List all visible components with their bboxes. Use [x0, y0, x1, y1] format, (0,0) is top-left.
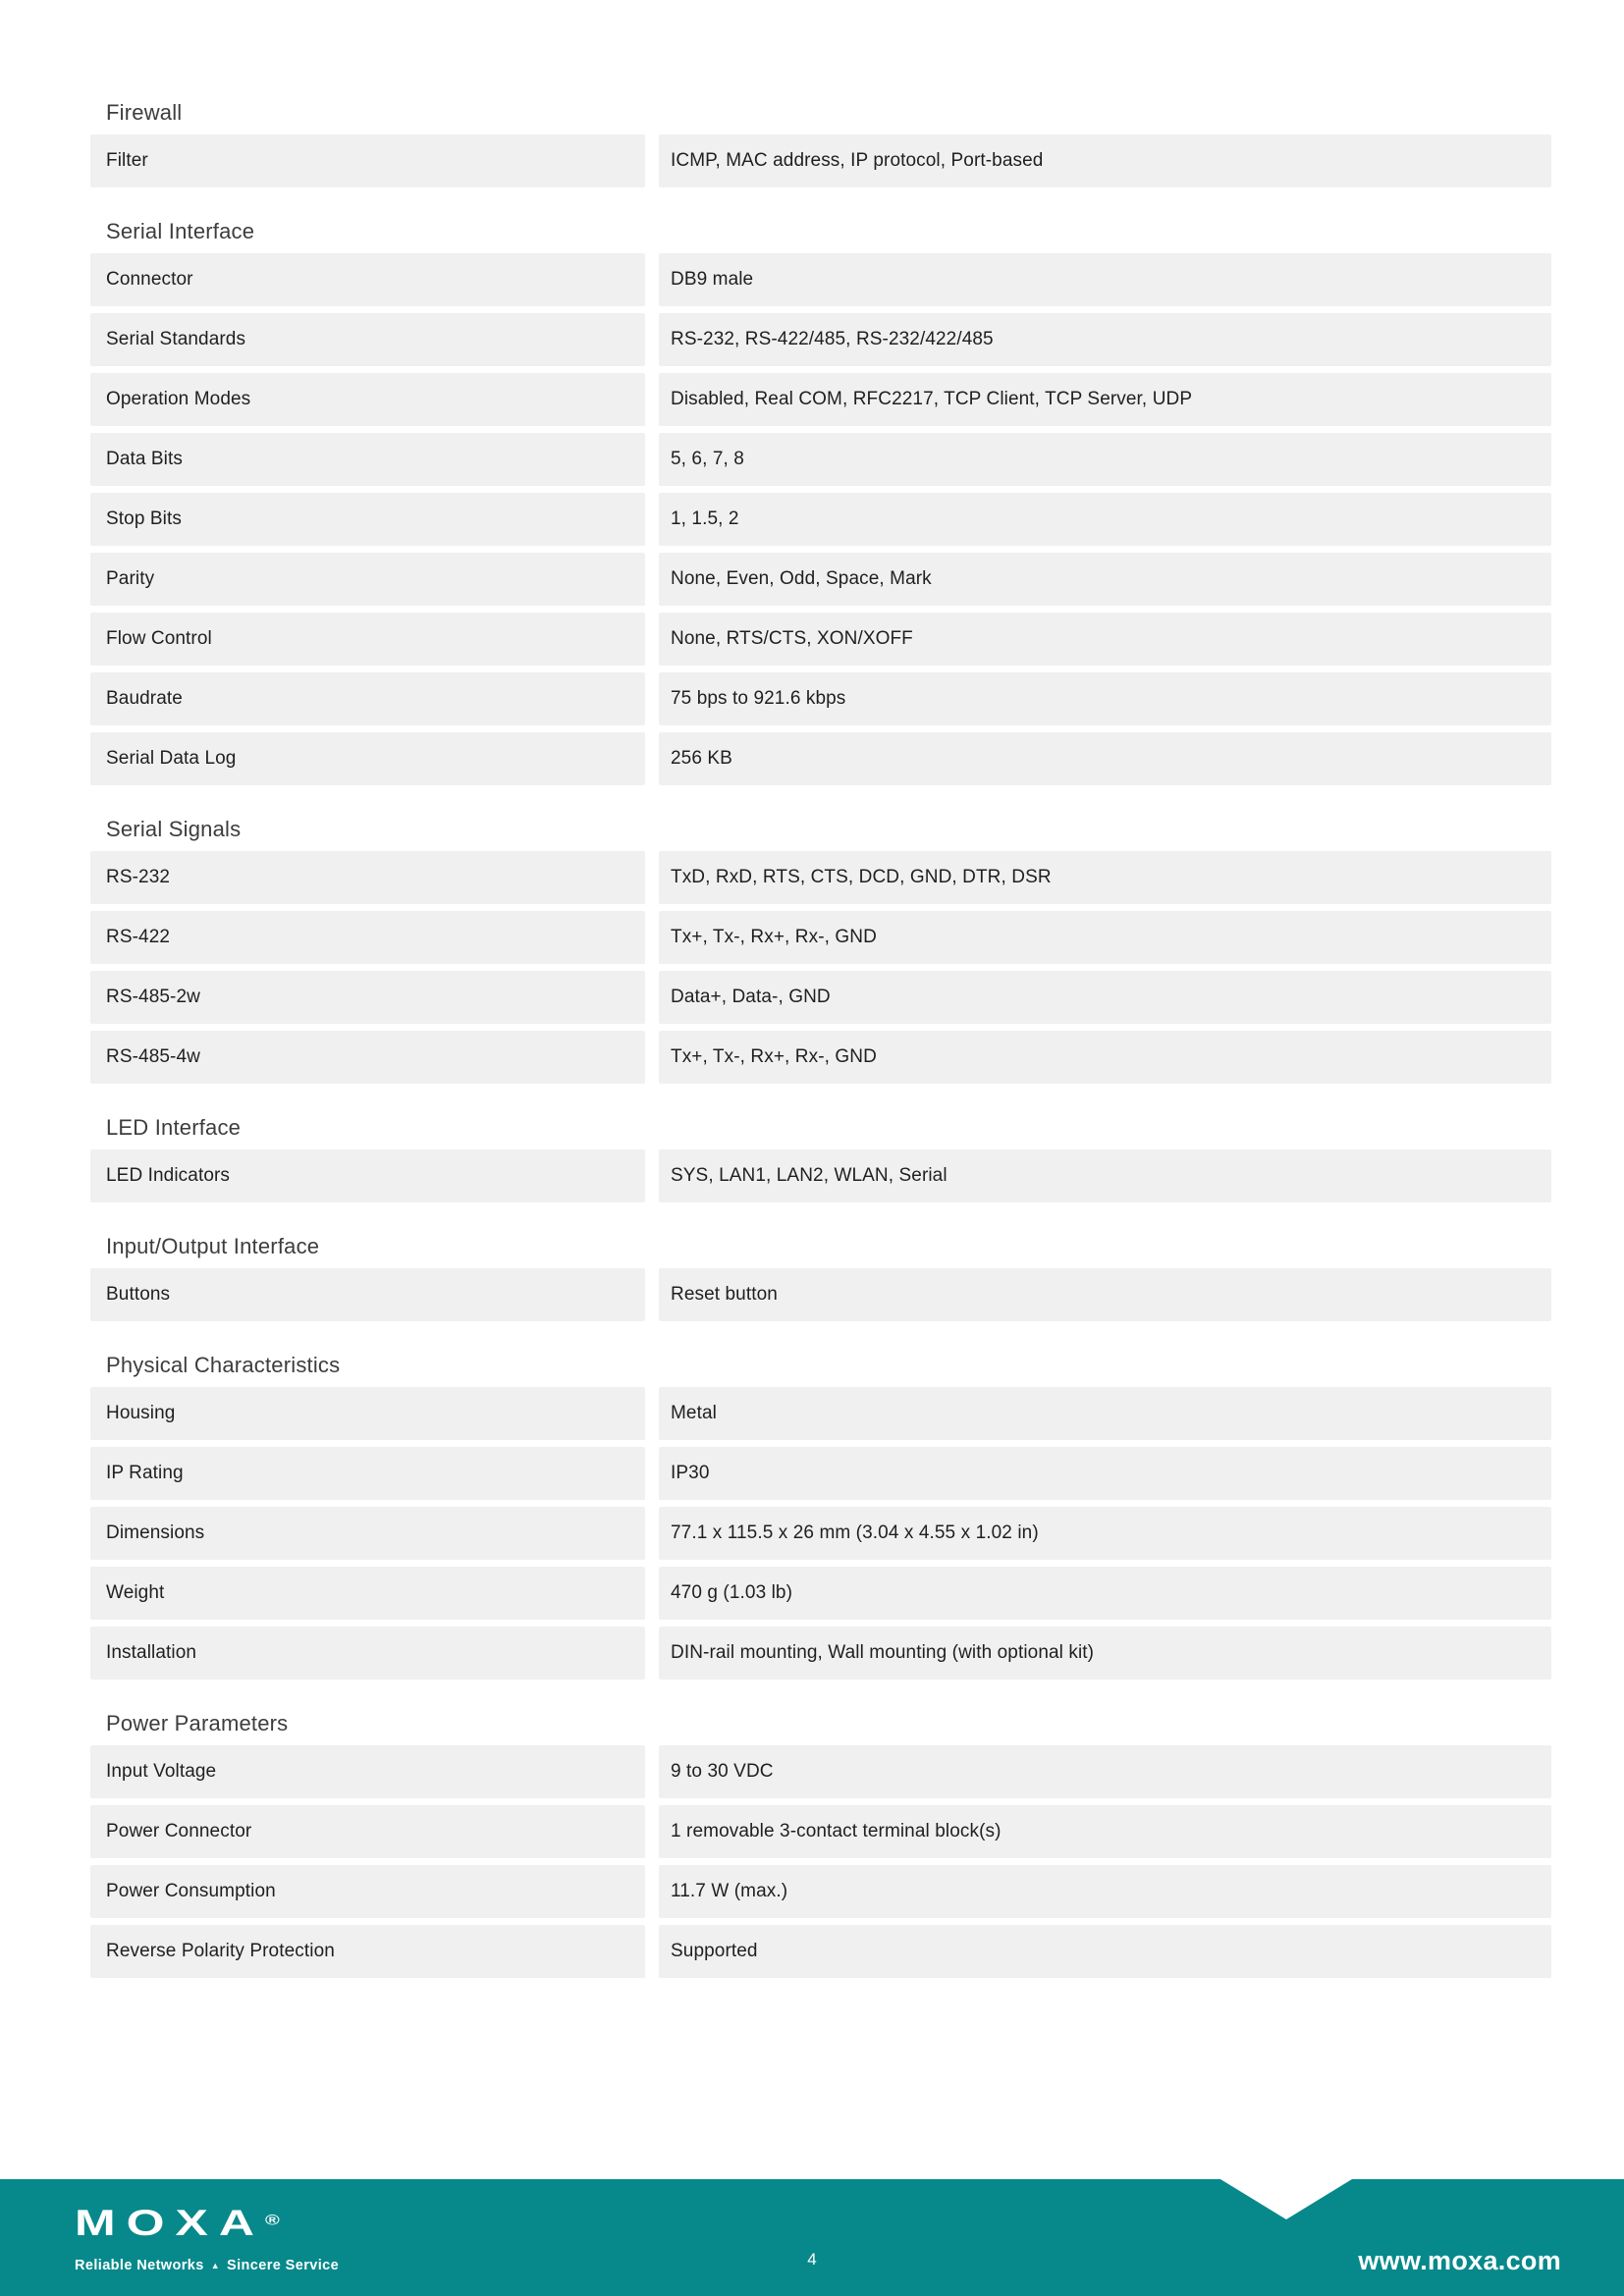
spec-label-cell: Power Consumption — [90, 1865, 645, 1918]
section-title: Serial Signals — [106, 817, 242, 841]
spec-row — [90, 1567, 1551, 1620]
spec-label-cell: Reverse Polarity Protection — [90, 1925, 645, 1978]
spec-value-cell: Data+, Data-, GND — [659, 971, 1551, 1024]
spec-label-cell: Flow Control — [90, 613, 645, 666]
spec-row — [90, 911, 1551, 964]
tagline-right: Sincere Service — [227, 2258, 340, 2273]
spec-row — [90, 313, 1551, 366]
spec-row — [90, 1149, 1551, 1202]
spec-row — [90, 134, 1551, 187]
spec-label-cell: Dimensions — [90, 1507, 645, 1560]
spec-value-cell: DB9 male — [659, 253, 1551, 306]
spec-value-cell: SYS, LAN1, LAN2, WLAN, Serial — [659, 1149, 1551, 1202]
spec-row — [90, 553, 1551, 606]
spec-row — [90, 732, 1551, 785]
spec-value-cell: 77.1 x 115.5 x 26 mm (3.04 x 4.55 x 1.02 in) — [659, 1507, 1551, 1560]
footer-notch-triangle — [1220, 2179, 1352, 2219]
spec-table — [90, 69, 1551, 1985]
spec-row — [90, 851, 1551, 904]
page-number: 4 — [807, 2250, 817, 2269]
section-title: Power Parameters — [106, 1711, 289, 1735]
footer-bar — [0, 2179, 1624, 2296]
spec-value-cell: 1, 1.5, 2 — [659, 493, 1551, 546]
spec-row — [90, 1387, 1551, 1440]
spec-label-cell: Serial Data Log — [90, 732, 645, 785]
spec-row — [90, 1745, 1551, 1798]
spec-row — [90, 1925, 1551, 1978]
spec-value-cell: None, RTS/CTS, XON/XOFF — [659, 613, 1551, 666]
spec-value-cell: 5, 6, 7, 8 — [659, 433, 1551, 486]
moxa-tagline — [75, 2258, 339, 2273]
spec-value-cell: Tx+, Tx-, Rx+, Rx-, GND — [659, 911, 1551, 964]
registered-trademark-icon: ® — [265, 2213, 280, 2229]
spec-value-cell: Reset button — [659, 1268, 1551, 1321]
spec-value-cell: IP30 — [659, 1447, 1551, 1500]
spec-row — [90, 493, 1551, 546]
spec-label-cell: IP Rating — [90, 1447, 645, 1500]
spec-label-cell: Stop Bits — [90, 493, 645, 546]
spec-row — [90, 1031, 1551, 1084]
spec-value-cell: ICMP, MAC address, IP protocol, Port-based — [659, 134, 1551, 187]
section-title: Firewall — [106, 100, 183, 125]
spec-value-cell: 9 to 30 VDC — [659, 1745, 1551, 1798]
spec-row — [90, 672, 1551, 725]
spec-row — [90, 1447, 1551, 1500]
website-link[interactable]: www.moxa.com — [1358, 2246, 1561, 2275]
section-title: Serial Interface — [106, 219, 255, 243]
spec-row — [90, 971, 1551, 1024]
tagline-left: Reliable Networks — [75, 2258, 204, 2273]
spec-label-cell: RS-422 — [90, 911, 645, 964]
spec-value-cell: None, Even, Odd, Space, Mark — [659, 553, 1551, 606]
spec-row — [90, 1865, 1551, 1918]
spec-label-cell: Operation Modes — [90, 373, 645, 426]
section-title: Input/Output Interface — [106, 1234, 320, 1258]
spec-value-cell: Metal — [659, 1387, 1551, 1440]
spec-value-cell: RS-232, RS-422/485, RS-232/422/485 — [659, 313, 1551, 366]
spec-label-cell: Installation — [90, 1627, 645, 1680]
spec-row — [90, 373, 1551, 426]
spec-value-cell: Supported — [659, 1925, 1551, 1978]
spec-label-cell: Housing — [90, 1387, 645, 1440]
spec-row — [90, 1507, 1551, 1560]
spec-row — [90, 433, 1551, 486]
spec-value-cell: 75 bps to 921.6 kbps — [659, 672, 1551, 725]
spec-row — [90, 613, 1551, 666]
section-title: LED Interface — [106, 1115, 242, 1140]
spec-label-cell: Baudrate — [90, 672, 645, 725]
spec-row — [90, 1268, 1551, 1321]
spec-value-cell: TxD, RxD, RTS, CTS, DCD, GND, DTR, DSR — [659, 851, 1551, 904]
spec-label-cell: Input Voltage — [90, 1745, 645, 1798]
spec-label-cell: Connector — [90, 253, 645, 306]
section-title: Physical Characteristics — [106, 1353, 341, 1377]
spec-label-cell: Data Bits — [90, 433, 645, 486]
moxa-logo-text: MOXA® — [75, 2202, 280, 2244]
spec-label-cell: Parity — [90, 553, 645, 606]
spec-label-cell: Filter — [90, 134, 645, 187]
spec-value-cell: 11.7 W (max.) — [659, 1865, 1551, 1918]
moxa-logo — [75, 2202, 340, 2273]
spec-label-cell: LED Indicators — [90, 1149, 645, 1202]
spec-label-cell: Buttons — [90, 1268, 645, 1321]
spec-row — [90, 253, 1551, 306]
spec-label-cell: Serial Standards — [90, 313, 645, 366]
spec-value-cell: Tx+, Tx-, Rx+, Rx-, GND — [659, 1031, 1551, 1084]
spec-label-cell: RS-485-4w — [90, 1031, 645, 1084]
spec-label-cell: Weight — [90, 1567, 645, 1620]
spec-value-cell: 470 g (1.03 lb) — [659, 1567, 1551, 1620]
spec-row — [90, 1627, 1551, 1680]
spec-value-cell: 256 KB — [659, 732, 1551, 785]
spec-row — [90, 1805, 1551, 1858]
spec-label-cell: RS-232 — [90, 851, 645, 904]
spec-label-cell: RS-485-2w — [90, 971, 645, 1024]
spec-value-cell: DIN-rail mounting, Wall mounting (with optional kit) — [659, 1627, 1551, 1680]
spec-value-cell: 1 removable 3-contact terminal block(s) — [659, 1805, 1551, 1858]
spec-label-cell: Power Connector — [90, 1805, 645, 1858]
triangle-icon: ▲ — [210, 2260, 221, 2270]
spec-value-cell: Disabled, Real COM, RFC2217, TCP Client, TCP Server, UDP — [659, 373, 1551, 426]
